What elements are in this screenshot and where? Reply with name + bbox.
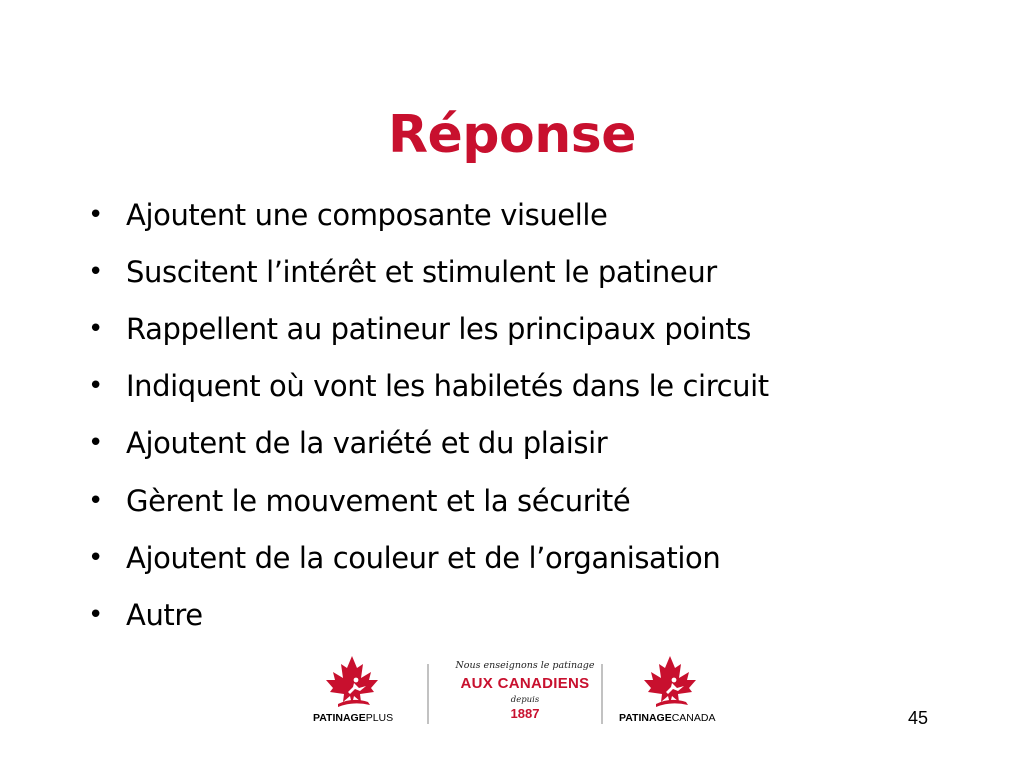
bullet-item [88,358,769,415]
bullet-text: Ajoutent de la couleur et de l’organisation [126,540,721,575]
bullet-item [88,586,769,643]
bullet-marker: • [88,371,103,402]
tagline-line2: AUX CANADIENS [460,675,590,692]
bullet-text: Rappellent au patineur les principaux points [126,311,751,346]
bullet-item [88,243,769,300]
bullet-marker: • [88,256,103,287]
bullet-text: Suscitent l’intérêt et stimulent le patineur [126,254,717,289]
bullet-item [88,300,769,357]
maple-leaf-skater-icon [326,656,378,707]
bullet-text: Indiquent où vont les habiletés dans le circuit [126,369,769,404]
bullet-marker: • [88,428,103,459]
page-number: 45 [908,708,929,728]
maple-leaf-skater-icon [644,656,696,707]
bullet-marker: • [88,599,103,630]
logo-patinage-canada: PATINAGECANADA [619,712,716,724]
bullet-item [88,415,769,472]
bullet-list [88,186,769,644]
bullet-marker: • [88,199,103,230]
bullet-text: Autre [126,597,203,632]
slide-title: Réponse [388,105,636,165]
tagline-line1: Nous enseignons le patinage [455,660,595,671]
bullet-marker: • [88,313,103,344]
bullet-marker: • [88,485,103,516]
tagline-line3: depuis [510,695,540,705]
bullet-text: Gèrent le mouvement et la sécurité [126,483,631,518]
bullet-item [88,529,769,586]
tagline-year: 1887 [510,706,540,721]
bullet-text: Ajoutent de la variété et du plaisir [126,426,608,461]
bullet-marker: • [88,542,103,573]
bullet-text: Ajoutent une composante visuelle [126,197,608,232]
bullet-item [88,186,769,243]
logo-patinage-plus: PATINAGEPLUS [313,712,394,724]
footer-logo-bar [308,650,738,732]
bullet-item [88,472,769,529]
